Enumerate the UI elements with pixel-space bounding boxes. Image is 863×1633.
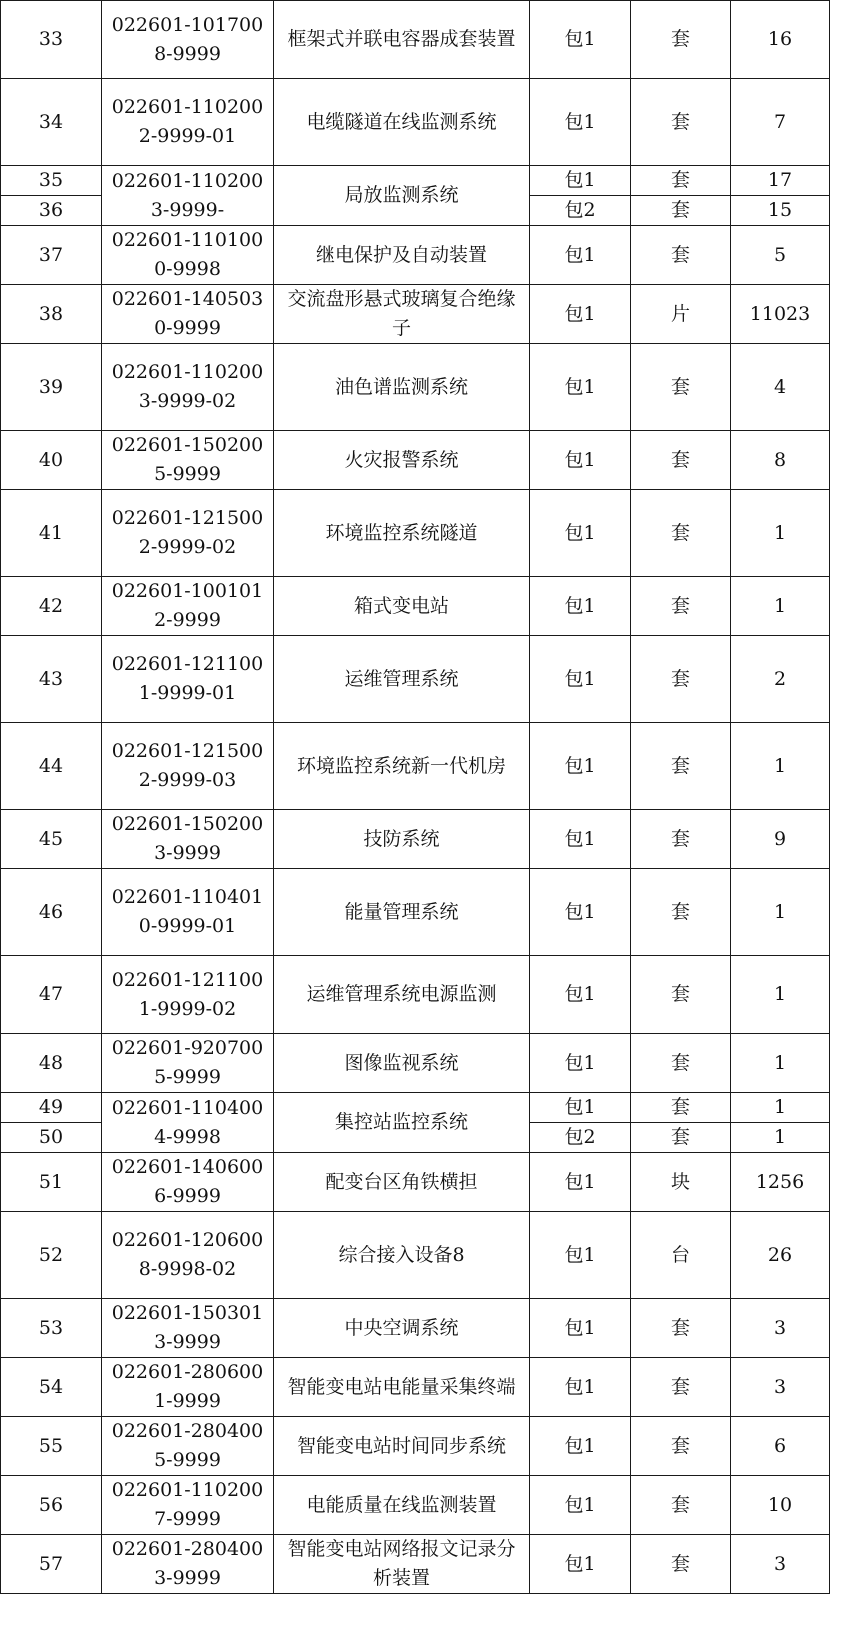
row-number: 38 (1, 285, 102, 344)
material-code: 022601-1215002-9999-02 (102, 490, 274, 577)
material-code: 022601-2804003-9999 (102, 1535, 274, 1594)
material-name: 图像监视系统 (274, 1034, 530, 1093)
table-row (1, 577, 830, 636)
quantity: 3 (731, 1299, 830, 1358)
material-name: 智能变电站时间同步系统 (274, 1417, 530, 1476)
table-row (1, 636, 830, 723)
row-number: 45 (1, 810, 102, 869)
row-number: 47 (1, 956, 102, 1034)
row-number: 57 (1, 1535, 102, 1594)
package: 包2 (530, 1123, 631, 1153)
material-code: 022601-2806001-9999 (102, 1358, 274, 1417)
material-name: 交流盘形悬式玻璃复合绝缘子 (274, 285, 530, 344)
material-name: 配变台区角铁横担 (274, 1153, 530, 1212)
row-number: 39 (1, 344, 102, 431)
unit: 套 (631, 810, 731, 869)
package: 包1 (530, 1358, 631, 1417)
unit: 套 (631, 869, 731, 956)
unit: 套 (631, 636, 731, 723)
material-code: 022601-1102002-9999-01 (102, 79, 274, 166)
material-code: 022601-1101000-9998 (102, 226, 274, 285)
material-name: 智能变电站网络报文记录分析装置 (274, 1535, 530, 1594)
package: 包1 (530, 166, 631, 196)
package: 包2 (530, 196, 631, 226)
quantity: 1 (731, 869, 830, 956)
material-code: 022601-2804005-9999 (102, 1417, 274, 1476)
unit: 套 (631, 956, 731, 1034)
material-code: 022601-1001012-9999 (102, 577, 274, 636)
row-number: 35 (1, 166, 102, 196)
package: 包1 (530, 956, 631, 1034)
package: 包1 (530, 577, 631, 636)
material-code: 022601-1211001-9999-01 (102, 636, 274, 723)
package: 包1 (530, 1153, 631, 1212)
row-number: 33 (1, 1, 102, 79)
material-name: 中央空调系统 (274, 1299, 530, 1358)
material-name: 电能质量在线监测装置 (274, 1476, 530, 1535)
table-row (1, 723, 830, 810)
row-number: 55 (1, 1417, 102, 1476)
table-row (1, 344, 830, 431)
material-name: 技防系统 (274, 810, 530, 869)
material-code: 022601-1406006-9999 (102, 1153, 274, 1212)
quantity: 1 (731, 723, 830, 810)
row-number: 50 (1, 1123, 102, 1153)
row-number: 37 (1, 226, 102, 285)
material-code: 022601-1104004-9998 (102, 1093, 274, 1153)
material-code: 022601-1405030-9999 (102, 285, 274, 344)
row-number: 44 (1, 723, 102, 810)
row-number: 49 (1, 1093, 102, 1123)
package: 包1 (530, 490, 631, 577)
material-name: 运维管理系统 (274, 636, 530, 723)
material-name: 运维管理系统电源监测 (274, 956, 530, 1034)
quantity: 3 (731, 1358, 830, 1417)
row-number: 36 (1, 196, 102, 226)
package: 包1 (530, 1476, 631, 1535)
unit: 套 (631, 577, 731, 636)
material-code: 022601-1211001-9999-02 (102, 956, 274, 1034)
table-row (1, 1153, 830, 1212)
material-code: 022601-9207005-9999 (102, 1034, 274, 1093)
material-name: 环境监控系统新一代机房 (274, 723, 530, 810)
quantity: 1256 (731, 1153, 830, 1212)
unit: 套 (631, 196, 731, 226)
quantity: 11023 (731, 285, 830, 344)
table-row (1, 79, 830, 166)
material-name: 环境监控系统隧道 (274, 490, 530, 577)
quantity: 3 (731, 1535, 830, 1594)
package: 包1 (530, 869, 631, 956)
material-name: 油色谱监测系统 (274, 344, 530, 431)
unit: 套 (631, 1123, 731, 1153)
row-number: 46 (1, 869, 102, 956)
material-code: 022601-1206008-9998-02 (102, 1212, 274, 1299)
unit: 套 (631, 1, 731, 79)
row-number: 41 (1, 490, 102, 577)
table-row (1, 956, 830, 1034)
table-row (1, 810, 830, 869)
table-row (1, 1034, 830, 1093)
table-row (1, 226, 830, 285)
package: 包1 (530, 636, 631, 723)
row-number: 53 (1, 1299, 102, 1358)
material-name: 智能变电站电能量采集终端 (274, 1358, 530, 1417)
row-number: 40 (1, 431, 102, 490)
quantity: 1 (731, 1034, 830, 1093)
quantity: 10 (731, 1476, 830, 1535)
table-row (1, 1299, 830, 1358)
package: 包1 (530, 810, 631, 869)
table-row (1, 1417, 830, 1476)
table-row (1, 1212, 830, 1299)
material-name: 集控站监控系统 (274, 1093, 530, 1153)
material-code: 022601-1017008-9999 (102, 1, 274, 79)
material-code: 022601-1102007-9999 (102, 1476, 274, 1535)
table-row (1, 1093, 830, 1123)
material-code: 022601-1502005-9999 (102, 431, 274, 490)
quantity: 15 (731, 196, 830, 226)
quantity: 17 (731, 166, 830, 196)
material-code: 022601-1503013-9999 (102, 1299, 274, 1358)
row-number: 56 (1, 1476, 102, 1535)
material-code: 022601-1102003-9999- (102, 166, 274, 226)
row-number: 48 (1, 1034, 102, 1093)
package: 包1 (530, 1034, 631, 1093)
package: 包1 (530, 1, 631, 79)
material-name: 局放监测系统 (274, 166, 530, 226)
quantity: 6 (731, 1417, 830, 1476)
row-number: 51 (1, 1153, 102, 1212)
row-number: 34 (1, 79, 102, 166)
row-number: 43 (1, 636, 102, 723)
material-name: 电缆隧道在线监测系统 (274, 79, 530, 166)
table-row (1, 1, 830, 79)
package: 包1 (530, 285, 631, 344)
table-row (1, 285, 830, 344)
quantity: 1 (731, 577, 830, 636)
unit: 套 (631, 344, 731, 431)
quantity: 2 (731, 636, 830, 723)
unit: 套 (631, 1299, 731, 1358)
quantity: 1 (731, 490, 830, 577)
material-code: 022601-1104010-9999-01 (102, 869, 274, 956)
package: 包1 (530, 431, 631, 490)
material-name: 继电保护及自动装置 (274, 226, 530, 285)
package: 包1 (530, 226, 631, 285)
material-code: 022601-1102003-9999-02 (102, 344, 274, 431)
package: 包1 (530, 79, 631, 166)
quantity: 7 (731, 79, 830, 166)
quantity: 8 (731, 431, 830, 490)
unit: 套 (631, 1417, 731, 1476)
material-name: 能量管理系统 (274, 869, 530, 956)
table-row (1, 1358, 830, 1417)
quantity: 1 (731, 1123, 830, 1153)
table-row (1, 431, 830, 490)
material-code: 022601-1215002-9999-03 (102, 723, 274, 810)
unit: 片 (631, 285, 731, 344)
table-row (1, 166, 830, 196)
row-number: 42 (1, 577, 102, 636)
quantity: 9 (731, 810, 830, 869)
row-number: 52 (1, 1212, 102, 1299)
unit: 套 (631, 1535, 731, 1594)
unit: 套 (631, 431, 731, 490)
package: 包1 (530, 1535, 631, 1594)
material-name: 箱式变电站 (274, 577, 530, 636)
package: 包1 (530, 344, 631, 431)
material-name: 框架式并联电容器成套装置 (274, 1, 530, 79)
unit: 套 (631, 1093, 731, 1123)
package: 包1 (530, 1299, 631, 1358)
unit: 套 (631, 166, 731, 196)
unit: 套 (631, 723, 731, 810)
table-row (1, 869, 830, 956)
material-code: 022601-1502003-9999 (102, 810, 274, 869)
unit: 套 (631, 79, 731, 166)
unit: 套 (631, 490, 731, 577)
unit: 套 (631, 1358, 731, 1417)
table-row (1, 1476, 830, 1535)
row-number: 54 (1, 1358, 102, 1417)
material-name: 火灾报警系统 (274, 431, 530, 490)
material-name: 综合接入设备8 (274, 1212, 530, 1299)
package: 包1 (530, 1212, 631, 1299)
unit: 套 (631, 1034, 731, 1093)
quantity: 26 (731, 1212, 830, 1299)
quantity: 5 (731, 226, 830, 285)
table-row (1, 490, 830, 577)
quantity: 16 (731, 1, 830, 79)
quantity: 4 (731, 344, 830, 431)
table-row (1, 1535, 830, 1594)
unit: 台 (631, 1212, 731, 1299)
unit: 套 (631, 226, 731, 285)
package: 包1 (530, 1093, 631, 1123)
unit: 块 (631, 1153, 731, 1212)
unit: 套 (631, 1476, 731, 1535)
quantity: 1 (731, 956, 830, 1034)
quantity: 1 (731, 1093, 830, 1123)
package: 包1 (530, 723, 631, 810)
package: 包1 (530, 1417, 631, 1476)
